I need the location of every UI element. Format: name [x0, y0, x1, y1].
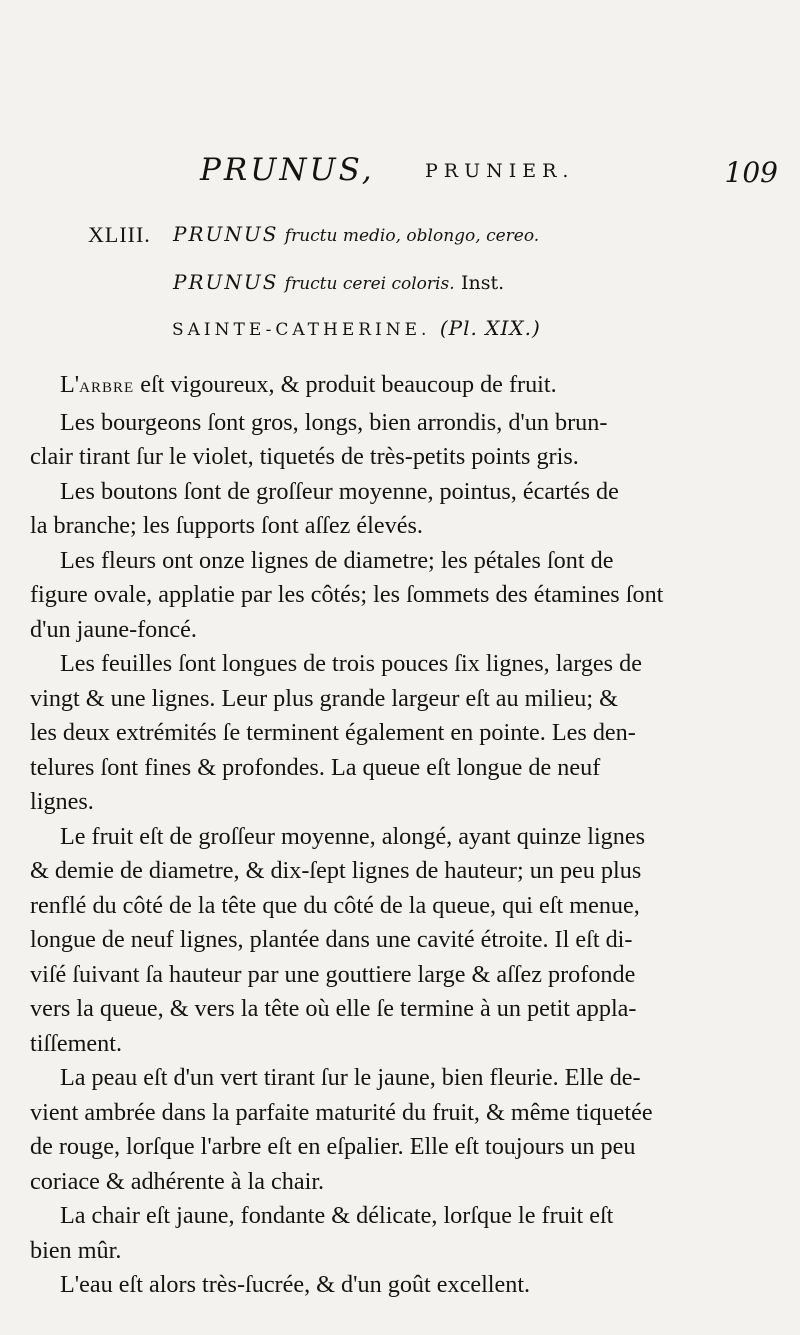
- entry-description: fructu medio, oblongo, cereo.: [284, 226, 540, 246]
- paragraph: [30, 368, 778, 406]
- text-line: tiſſement.: [30, 1029, 123, 1057]
- text-line: Les boutons ſont de groſſeur moyenne, pointus, écartés de: [60, 477, 619, 505]
- entry-binomial: [173, 222, 539, 246]
- paragraph: [30, 1199, 778, 1268]
- synonym-description: fructu cerei coloris.: [284, 274, 455, 294]
- text-line: lignes.: [30, 788, 94, 815]
- text-line: vient ambrée dans la parfaite maturité du fruit, & même tiquetée: [30, 1098, 653, 1126]
- text-line: la branche; les ſupports ſont aſſez élevés.: [30, 512, 423, 539]
- body-text: [30, 368, 778, 1303]
- text-line: renflé du côté de la tête que du côté de la queue, qui eſt menue,: [30, 891, 640, 919]
- text-line: figure ovale, applatie par les côtés; les ſommets des étamines ſont: [30, 581, 664, 608]
- running-head-french: PRUNIER.: [425, 160, 575, 182]
- text-line: Les fleurs ont onze lignes de diametre; les pétales ſont de: [60, 546, 614, 574]
- variety-name: SAINTE-CATHERINE.: [172, 320, 431, 340]
- running-head-latin: PRUNUS,: [200, 152, 375, 188]
- running-head: [200, 152, 790, 192]
- synonym-genus: PRUNUS: [173, 270, 279, 294]
- entry-genus: PRUNUS: [173, 222, 279, 246]
- paragraph: [30, 475, 778, 544]
- variety-line: [172, 316, 541, 340]
- text-line: bien mûr.: [30, 1236, 122, 1264]
- paragraph: [30, 1268, 778, 1303]
- text-line: vingt & une lignes. Leur plus grande largeur eſt au milieu; &: [30, 684, 618, 712]
- text-line: Le fruit eſt de groſſeur moyenne, alongé, ayant quinze lignes: [60, 822, 645, 850]
- text-line: longue de neuf lignes, plantée dans une cavité étroite. Il eſt di-: [30, 926, 633, 953]
- paragraph: [30, 1061, 778, 1199]
- text-line: L'eau eſt alors très-ſucrée, & d'un goût excellent.: [60, 1271, 531, 1298]
- paragraph: [30, 820, 778, 1062]
- text-line: Les bourgeons ſont gros, longs, bien arrondis, d'un brun-: [60, 408, 608, 436]
- lead-word-small-caps: ARBRE: [79, 380, 135, 396]
- synonym-reference: Inst.: [460, 272, 505, 294]
- text-line: les deux extrémités ſe terminent également en pointe. Les den-: [30, 719, 636, 746]
- entry-synonym: [173, 270, 504, 294]
- plate-reference: (Pl. XIX.): [439, 316, 541, 340]
- text-line: coriace & adhérente à la chair.: [30, 1167, 325, 1195]
- text-line: de rouge, lorſque l'arbre eſt en eſpalier. Elle eſt toujours un peu: [30, 1133, 636, 1160]
- entry-number: XLIII.: [88, 222, 151, 247]
- page-number: 109: [724, 156, 778, 189]
- paragraph: [30, 406, 778, 475]
- text-line: vers la queue, & vers la tête où elle ſe termine à un petit appla-: [30, 995, 637, 1022]
- text-line: La peau eſt d'un vert tirant ſur le jaune, bien fleurie. Elle de-: [60, 1064, 641, 1091]
- text-line: clair tirant ſur le violet, tiquetés de très-petits points gris.: [30, 443, 579, 470]
- text-line: d'un jaune-foncé.: [30, 615, 197, 643]
- text-line: viſé ſuivant ſa hauteur par une gouttiere large & aſſez profonde: [30, 960, 636, 988]
- paragraph: [30, 544, 778, 648]
- text-line: La chair eſt jaune, fondante & délicate, lorſque le fruit eſt: [60, 1202, 614, 1229]
- paragraph: [30, 647, 778, 820]
- text-line: telures ſont fines & profondes. La queue eſt longue de neuf: [30, 753, 601, 781]
- text-line: Les feuilles ſont longues de trois pouces ſix lignes, larges de: [60, 650, 642, 677]
- text-line: L'ARBRE eſt vigoureux, & produit beaucoup de fruit.: [60, 371, 557, 398]
- text-line: & demie de diametre, & dix-ſept lignes de hauteur; un peu plus: [30, 857, 642, 884]
